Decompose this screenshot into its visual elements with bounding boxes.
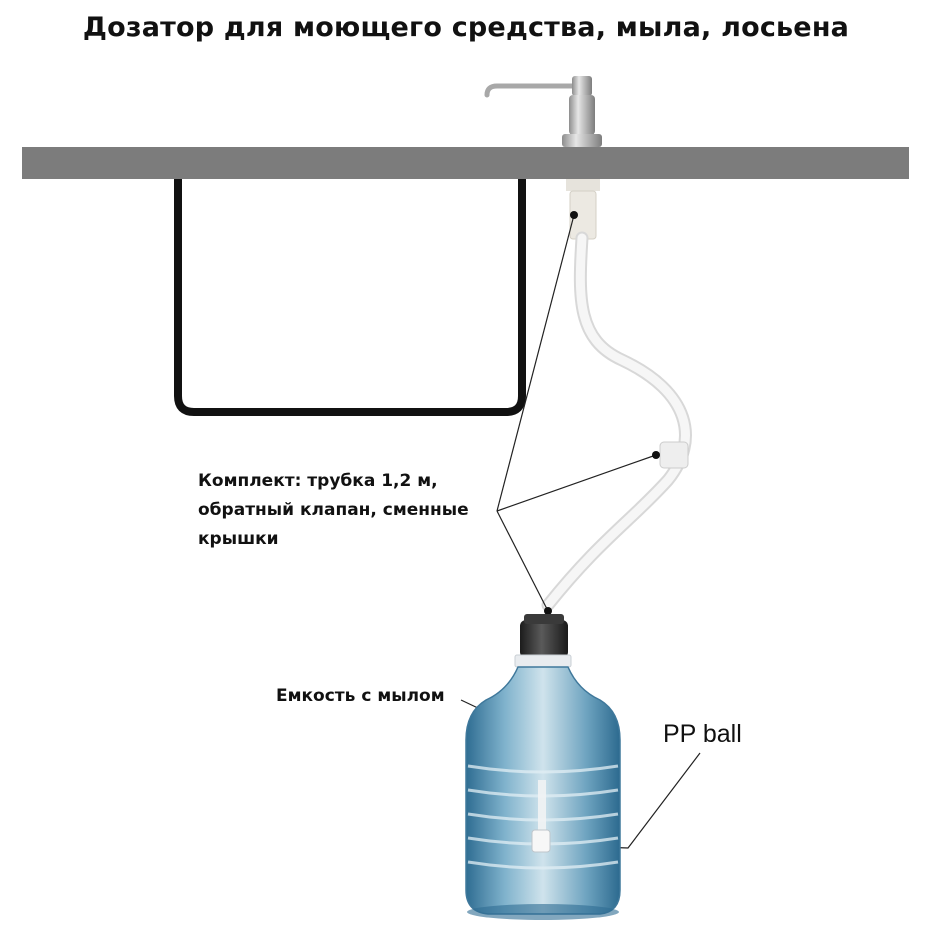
page-title: Дозатор для моющего средства, мыла, лосьена [82,12,850,43]
dispenser-pump [487,76,602,147]
pp-ball-label: PP ball [663,720,742,748]
container-label: Емкость с мылом [276,686,445,706]
countertop [22,147,909,179]
sink-bowl [178,179,522,412]
kit-label: Комплект: трубка 1,2 м, обратный клапан, сменные крышки [198,471,469,549]
tube [548,238,685,605]
pump-shank [566,179,600,239]
soap-bottle [466,614,620,920]
check-valve [660,442,688,468]
